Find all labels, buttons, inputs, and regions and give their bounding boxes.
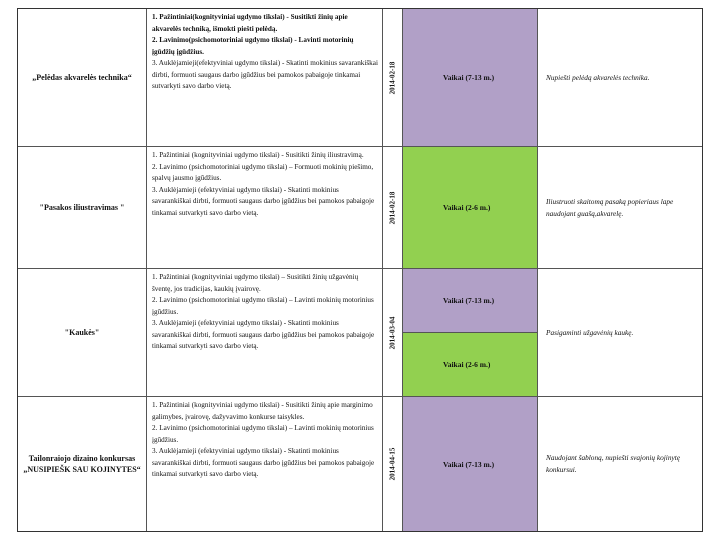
lesson-activity: Nupiešti pelėdą akvarelės technika. <box>546 72 650 82</box>
table-row <box>18 269 702 397</box>
goal-affective: 3. Auklėjamieji (efektyviniai ugdymo tikslai) - Skatinti mokinius savarankiškai dirbti, formuoti saugaus darbo įgūdžius bei pamokos pabaigoje tinkamai sutvarkyti savo darbo vietą. <box>152 319 375 350</box>
goal-cognitive: 1. Pažintiniai (kognityviniai ugdymo tikslai) - Susitikti žinių iliustravimą. <box>152 151 364 159</box>
goal-cognitive: 1. Pažintiniai (kognityviniai ugdymo tikslai) - Susitikti žinių apie marginimo galimybes, įvairovę, dažyvavimo konkurse taisykles. <box>152 401 373 421</box>
lesson-title: „Pelėdas akvarelės technika“ <box>18 9 147 146</box>
goal-cognitive: 1. Pažintiniai(kognityviniai ugdymo tikslai) - Susitikti žinių apie akvarelės techniką, išmokti piešti pelėdą. <box>152 13 348 33</box>
lesson-date-text: 2014-03-04 <box>388 316 397 349</box>
age-group: Vaikai (7-13 m.) <box>443 459 495 469</box>
table-row <box>18 9 702 147</box>
table-row <box>18 147 702 269</box>
age-group: Vaikai (7-13 m.) <box>403 269 537 333</box>
goal-cognitive: 1. Pažintiniai (kognityviniai ugdymo tikslai) – Susitikti žinių užgavėnių šventę, jos tradicijas, kaukių įvairovę. <box>152 273 359 293</box>
goal-affective: 3. Auklėjamieji (efektyviniai ugdymo tikslai) - Skatinti mokinius savarankiškai dirbti, formuoti saugaus darbo įgūdžius bei pamokos pabaigoje tinkamai sutvarkyti savo darbo vietą. <box>152 185 375 217</box>
goal-affective: 3. Auklėjamieji(efektyviniai ugdymo tikslai) - Skatinti mokinius savarankiškai dirbti, formuoti saugaus darbo įgūdžius bei pamokos pabaigoje tinkamai sutvarkyti savo darbo vietą. <box>152 59 378 90</box>
goal-psychomotor: 2. Lavinimo (psichomotoriniai ugdymo tikslai) – Lavinti mokinių motorinius įgūdžius. <box>152 296 374 316</box>
lesson-date-text: 2014-02-18 <box>388 191 397 224</box>
lesson-goals <box>147 9 383 146</box>
lesson-activity: Iliustruoti skaitomą pasaką popieriaus lape naudojant guašą,akvarelę. <box>546 196 674 218</box>
lesson-activity: Naudojant šabloną, nupiešti svajonių kojinytę konkursui. <box>546 453 680 474</box>
goal-psychomotor: 2. Lavinimo (psichomotoriniai ugdymo tikslai) – Lavinti mokinių motorinius įgūdžius. <box>152 424 374 444</box>
age-group-cell <box>403 9 538 146</box>
lesson-goals <box>147 147 383 268</box>
goal-psychomotor: 2. Lavinimo(psichomotoriniai ugdymo tikslai) - Lavinti motorinių įgūdžių įgūdžius. <box>152 36 354 56</box>
lesson-plan-table <box>17 8 703 532</box>
age-group-cell <box>403 147 538 268</box>
lesson-date <box>383 9 403 146</box>
lesson-title: Tailonraiojo dizaino konkursas „NUSIPIEŠK SAU KOJINYTES“ <box>18 397 147 531</box>
lesson-title: "Kaukės" <box>18 269 147 396</box>
lesson-date <box>383 397 403 531</box>
lesson-goals <box>147 269 383 396</box>
goal-affective: 3. Auklėjamieji (efektyviniai ugdymo tikslai) - Skatinti mokinius savarankiškai dirbti, formuoti saugaus darbo įgūdžius bei pamokos pabaigoje tinkamai sutvarkyti savo darbo vietą. <box>152 447 375 478</box>
lesson-date-text: 2014-04-15 <box>388 447 397 481</box>
goal-psychomotor: 2. Lavinimo (psichomotoriniai ugdymo tikslai) – Formuoti mokinių piešimo, spalvų jausmo įgūdžius. <box>152 162 374 182</box>
lesson-title: "Pasakos iliustravimas " <box>18 147 147 268</box>
age-group: Vaikai (7-13 m.) <box>443 73 495 82</box>
lesson-activity: Pasigaminti užgavėnių kaukę. <box>546 327 634 337</box>
age-group-cell <box>403 397 538 531</box>
age-group-cell <box>403 269 538 396</box>
lesson-goals <box>147 397 383 531</box>
age-group: Vaikai (2-6 m.) <box>443 203 491 212</box>
lesson-date-text: 2014-02-18 <box>388 61 397 94</box>
age-group: Vaikai (2-6 m.) <box>403 333 537 397</box>
table-row <box>18 397 702 531</box>
lesson-date <box>383 147 403 268</box>
lesson-date <box>383 269 403 396</box>
